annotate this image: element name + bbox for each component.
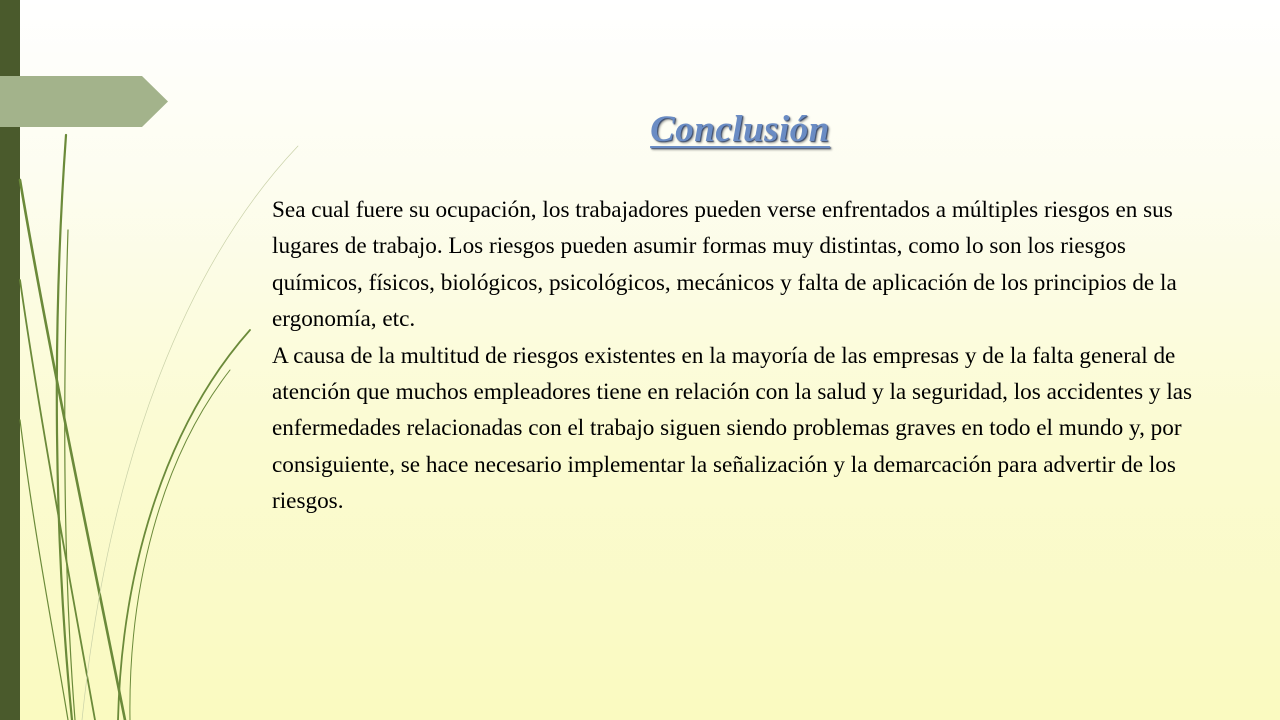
slide-title: Conclusión — [650, 109, 830, 150]
slide-body — [272, 192, 1222, 520]
paragraph-2: A causa de la multitud de riesgos existentes en la mayoría de las empresas y de la falta general de atención que muchos empleadores tiene en relación con la salud y la seguridad, los accidentes y las enfermedades relacionadas con el trabajo siguen siendo problemas graves en todo el mundo y, por consiguiente, se hace necesario implementar la señalización y la demarcación para advertir de los riesgos. — [272, 342, 1193, 515]
paragraph-1: Sea cual fuere su ocupación, los trabajadores pueden verse enfrentados a múltiples riesgos en sus lugares de trabajo. Los riesgos pueden asumir formas muy distintas, como lo son los riesgos químicos, físicos, biológicos, psicológicos, mecánicos y falta de aplicación de los principios de la ergonomía, etc. — [272, 197, 1177, 333]
